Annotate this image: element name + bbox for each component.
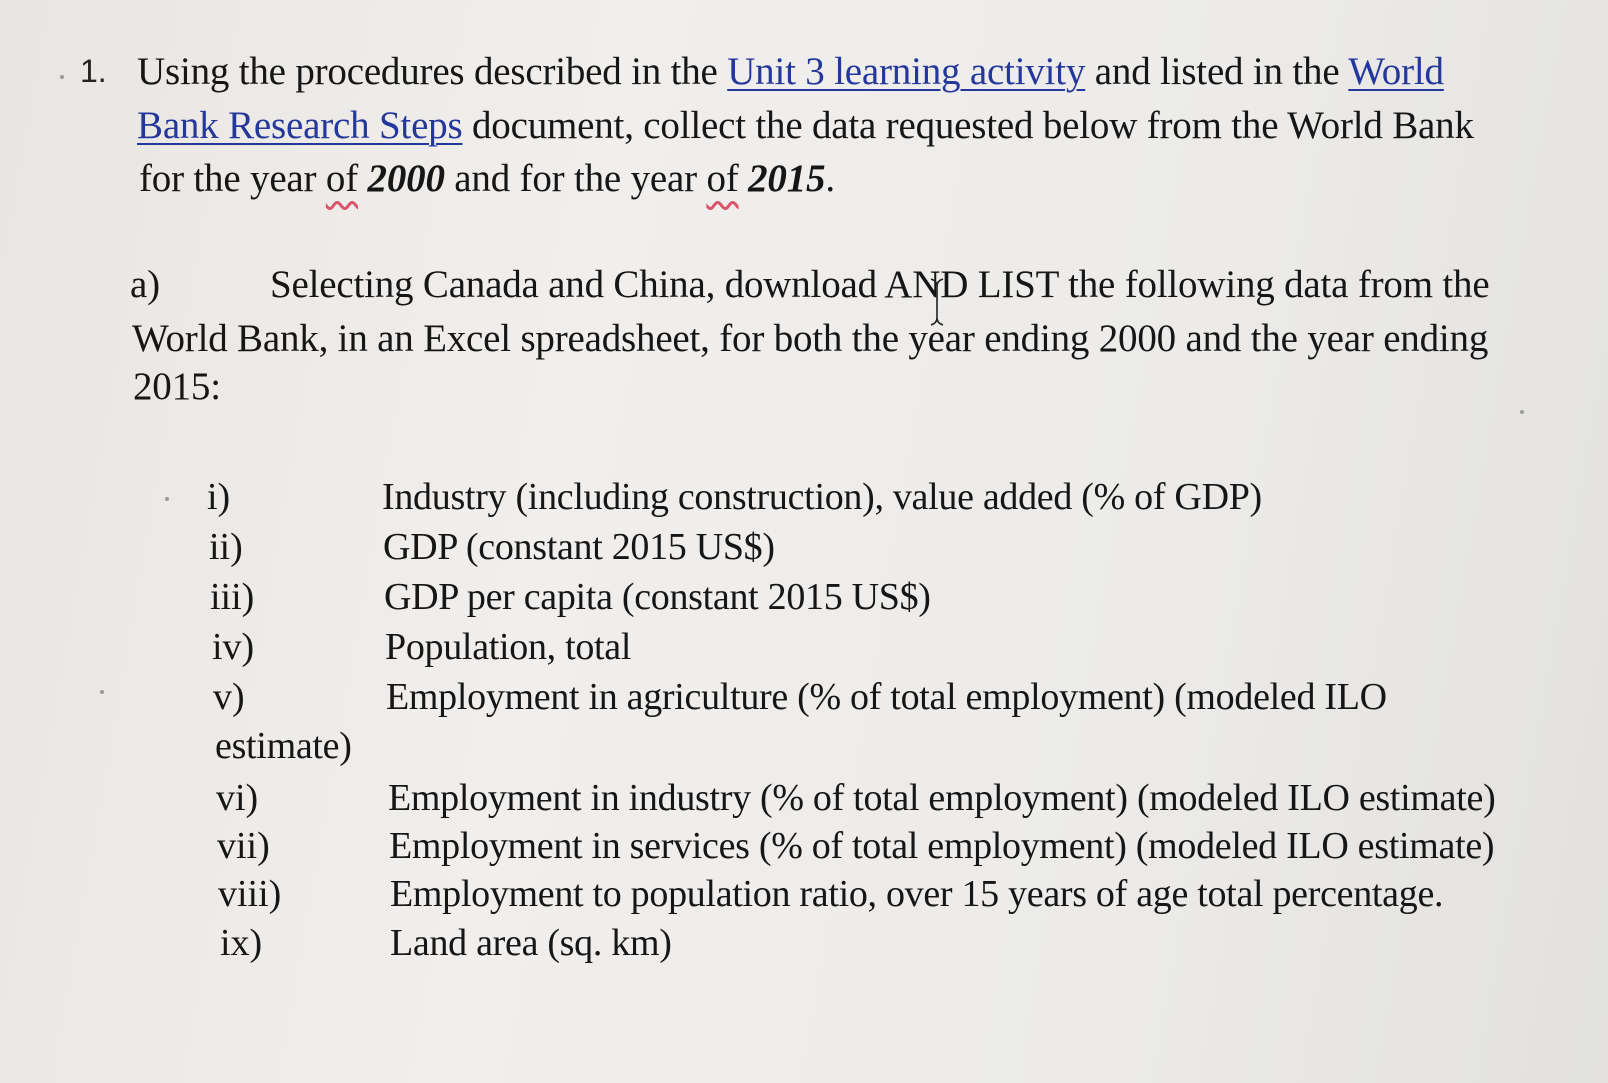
item-text: Land area (sq. km) [390,922,672,964]
item-text: Employment to population ratio, over 15 years of age total percentage. [390,873,1444,915]
part-a-line-1: Selecting Canada and China, download AND LIST the following data from the [270,263,1490,306]
item-text: Employment in services (% of total employment) (modeled ILO estimate) [389,825,1495,867]
screen-speck [1520,410,1524,414]
item-number: ix) [220,922,263,964]
world-bank-research-steps-link[interactable]: Bank Research Steps [137,104,463,147]
item-number: iv) [212,626,255,668]
item-number: vii) [217,825,270,867]
item-number: v) [213,676,245,718]
item-text: Employment in industry (% of total employment) (modeled ILO estimate) [388,777,1496,819]
part-a-label: a) [130,263,160,306]
item-text: GDP per capita (constant 2015 US$) [384,576,931,618]
year-2000: 2000 [367,157,445,200]
item-text: Employment in agriculture (% of total employment) (modeled ILO [386,676,1387,718]
part-a-line-3: 2015: [133,365,221,408]
question-text: and listed in the [1085,50,1349,93]
question-line-2 [137,106,1474,145]
item-text: Population, total [385,626,632,668]
item-number: iii) [210,576,255,618]
question-line-1 [137,52,1444,91]
item-number: vi) [216,777,259,819]
item-number: viii) [218,873,282,915]
question-number: 1. [80,53,107,89]
world-bank-research-steps-link[interactable]: World [1348,50,1444,93]
item-text: Industry (including construction), value added (% of GDP) [382,476,1262,518]
screen-speck [100,690,104,694]
text-cursor-icon [930,278,944,326]
question-line-3: for the year of 2000 and for the year of 2015. [139,157,835,200]
screen-speck [60,75,64,79]
item-number: ii) [209,526,243,568]
question-text: for the year [139,157,326,200]
screen-speck [165,497,169,501]
spellcheck-word[interactable]: of [325,157,358,200]
question-text: and for the year [444,157,707,200]
item-text-continuation: estimate) [215,725,352,767]
unit3-learning-activity-link[interactable]: Unit 3 learning activity [727,50,1086,93]
year-2015: 2015 [748,157,826,200]
question-text: document, collect the data requested below from the World Bank [462,104,1474,147]
part-a-line-2: World Bank, in an Excel spreadsheet, for both the year ending 2000 and the year ending [132,317,1489,360]
spellcheck-word[interactable]: of [706,157,739,200]
item-text: GDP (constant 2015 US$) [383,526,775,568]
question-text: Using the procedures described in the [137,50,728,93]
item-number: i) [207,476,231,518]
